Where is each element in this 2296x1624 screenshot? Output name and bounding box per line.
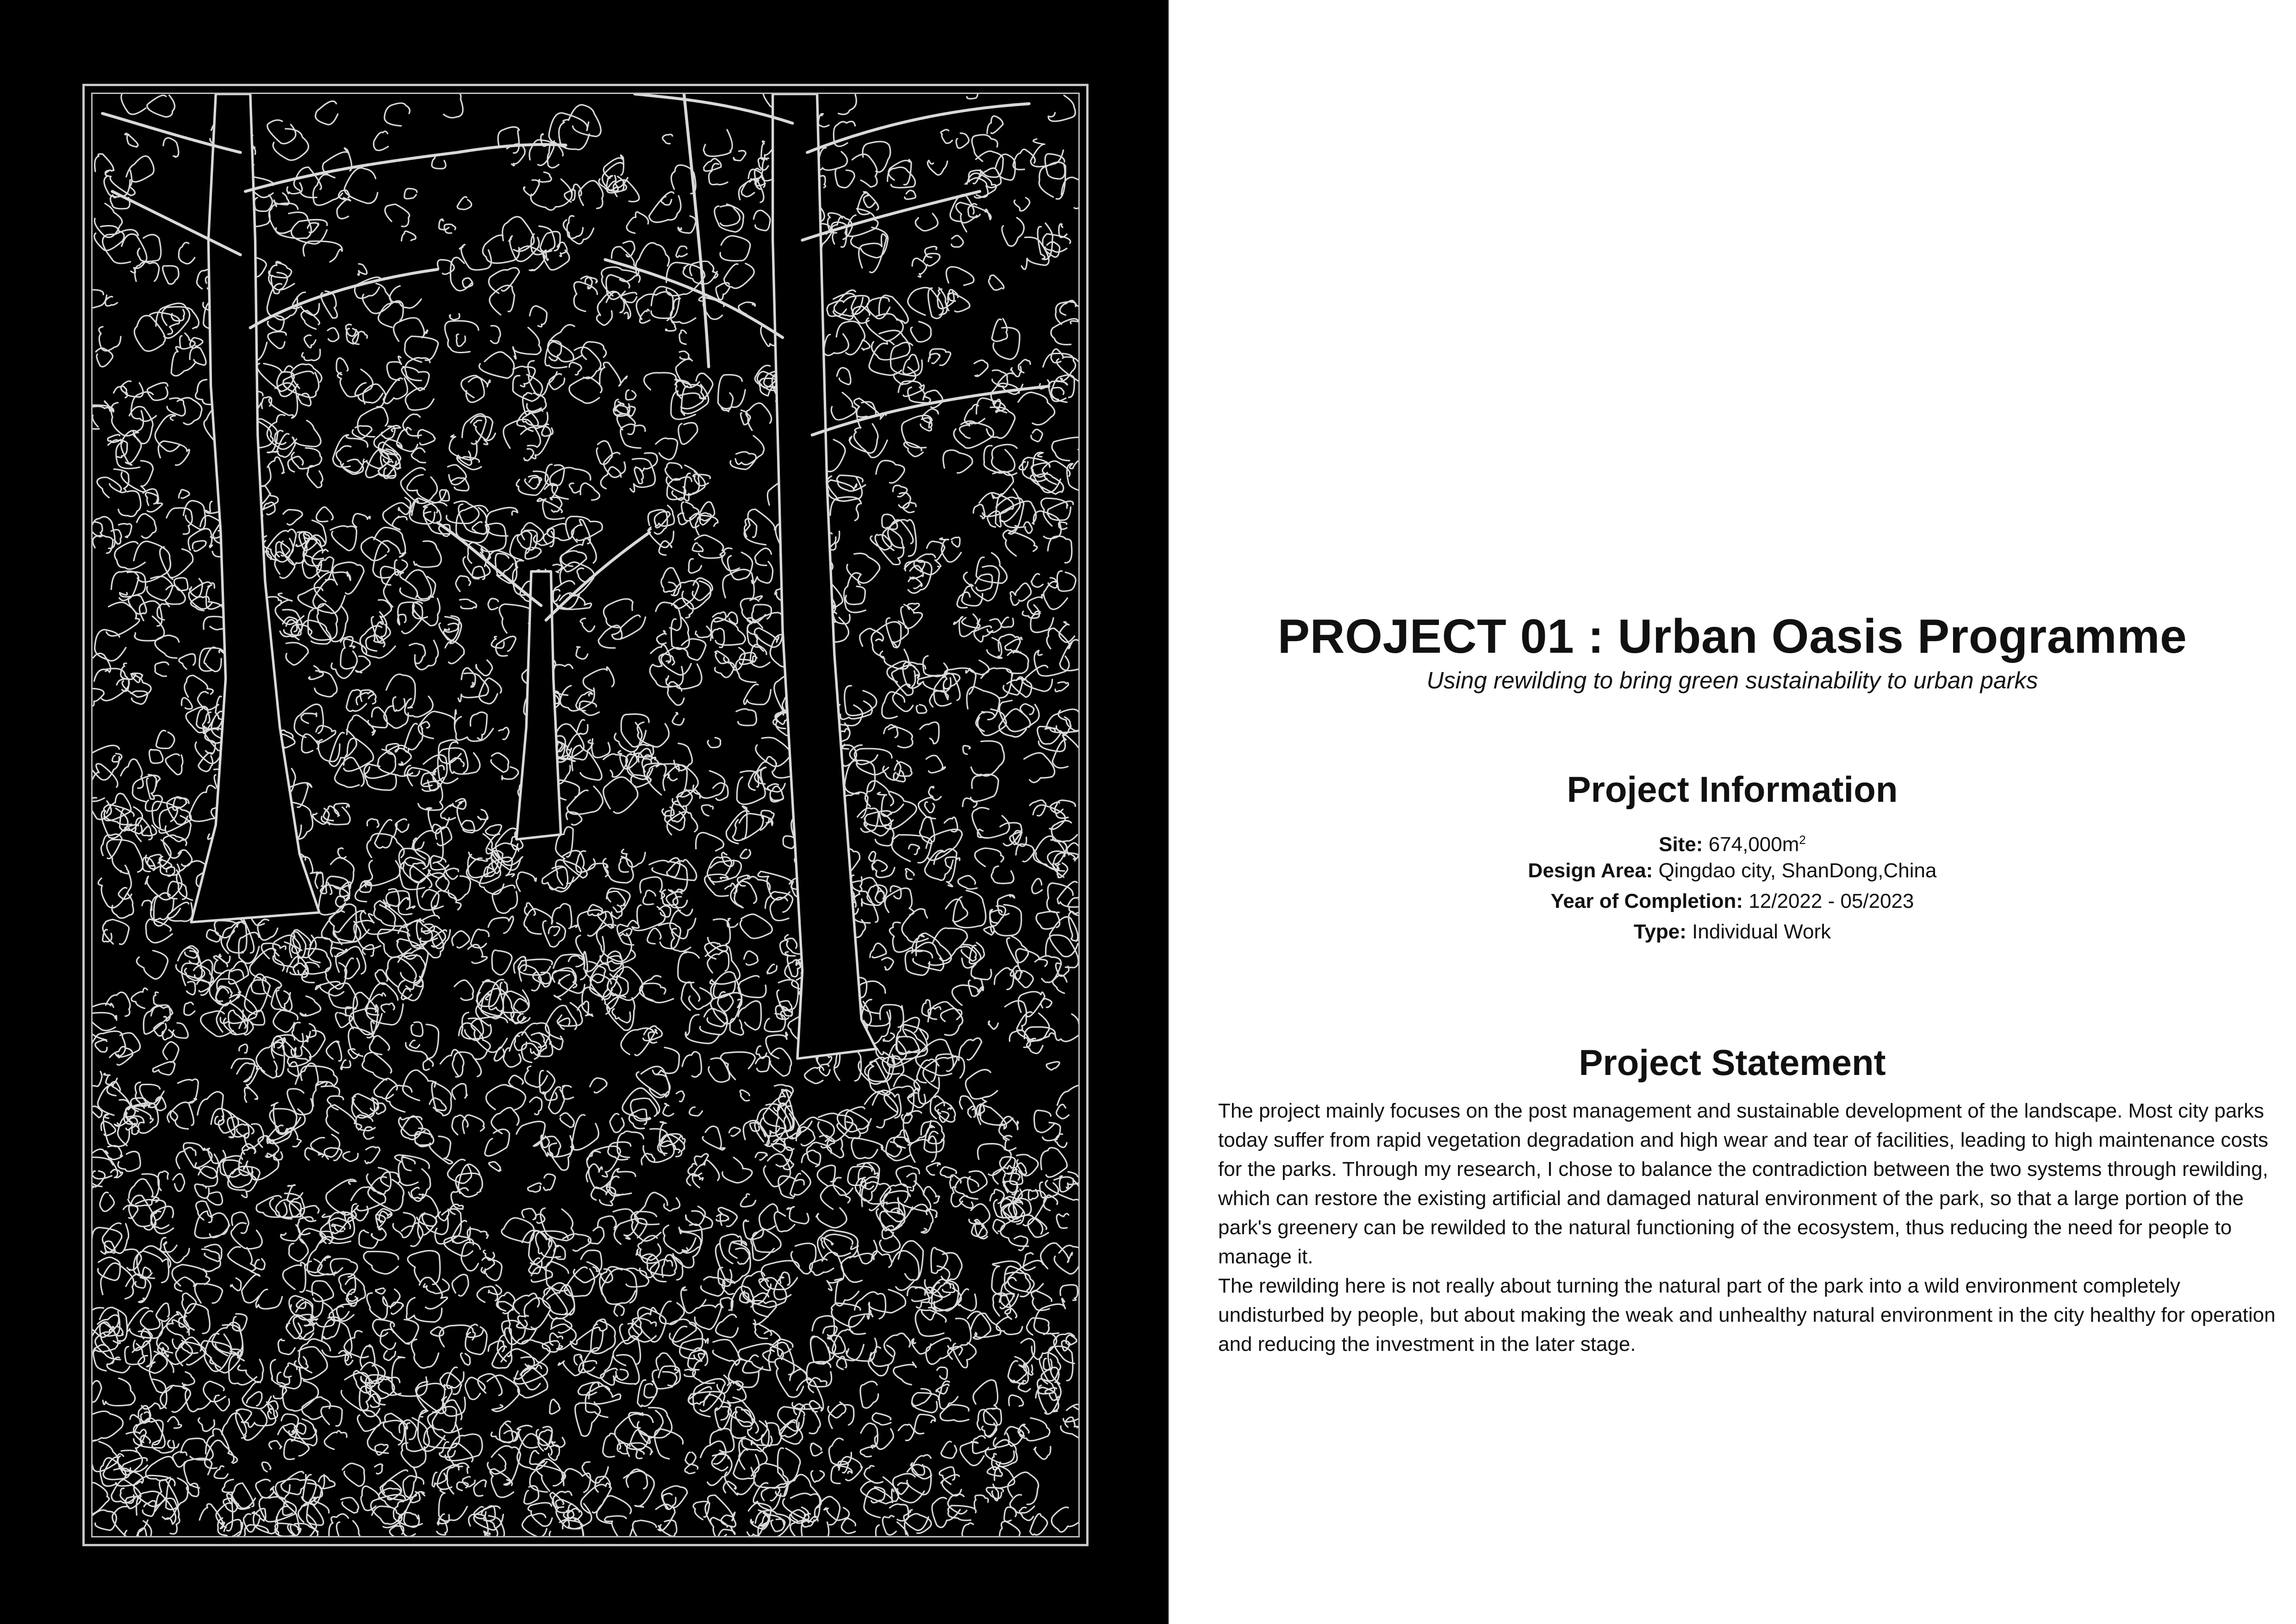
design-area-value: Qingdao city, ShanDong,China — [1653, 859, 1937, 882]
info-row-site — [1169, 828, 2296, 857]
type-value: Individual Work — [1686, 920, 1831, 943]
site-unit-superscript: 2 — [1799, 833, 1806, 847]
description-panel — [1169, 0, 2296, 1624]
project-statement-body — [1218, 1096, 2280, 1359]
year-label: Year of Completion: — [1550, 890, 1743, 912]
forest-line-drawing — [93, 94, 1078, 1536]
info-row-year — [1169, 889, 2296, 913]
project-title: PROJECT 01 : Urban Oasis Programme — [1277, 610, 2187, 663]
statement-paragraph-1: The project mainly focuses on the post management and sustainable development of the landscape. Most city parks today suffer from rapid vegetation degradation and high wear and tear of facilities, leading to high maintenance costs for the parks. Through my research, I chose to balance the contradiction between the two systems through rewilding, which can restore the existing artificial and damaged natural environment of the park, so that a large portion of the park's greenery can be rewilded to the natural functioning of the ecosystem, thus reducing the need for people to manage it. — [1218, 1099, 2269, 1268]
year-value: 12/2022 - 05/2023 — [1743, 890, 1914, 912]
info-row-design-area — [1169, 859, 2296, 883]
design-area-label: Design Area: — [1528, 859, 1653, 882]
project-information-heading: Project Information — [1567, 769, 1898, 810]
site-value: 674,000m — [1703, 833, 1799, 856]
site-label: Site: — [1659, 833, 1703, 856]
artwork-inner-border — [91, 93, 1080, 1537]
type-label: Type: — [1633, 920, 1686, 943]
project-statement-heading: Project Statement — [1579, 1042, 1886, 1083]
statement-paragraph-2: The rewilding here is not really about turning the natural part of the park into a wild environment completely undisturbed by people, but about making the weak and unhealthy natural environment in the city healthy for operation and reducing the investment in the later stage. — [1218, 1274, 2276, 1355]
info-row-type — [1169, 920, 2296, 944]
project-subtitle: Using rewilding to bring green sustainability to urban parks — [1426, 667, 2038, 693]
artwork-frame — [82, 84, 1089, 1546]
right-tree-trunk — [773, 94, 877, 1059]
